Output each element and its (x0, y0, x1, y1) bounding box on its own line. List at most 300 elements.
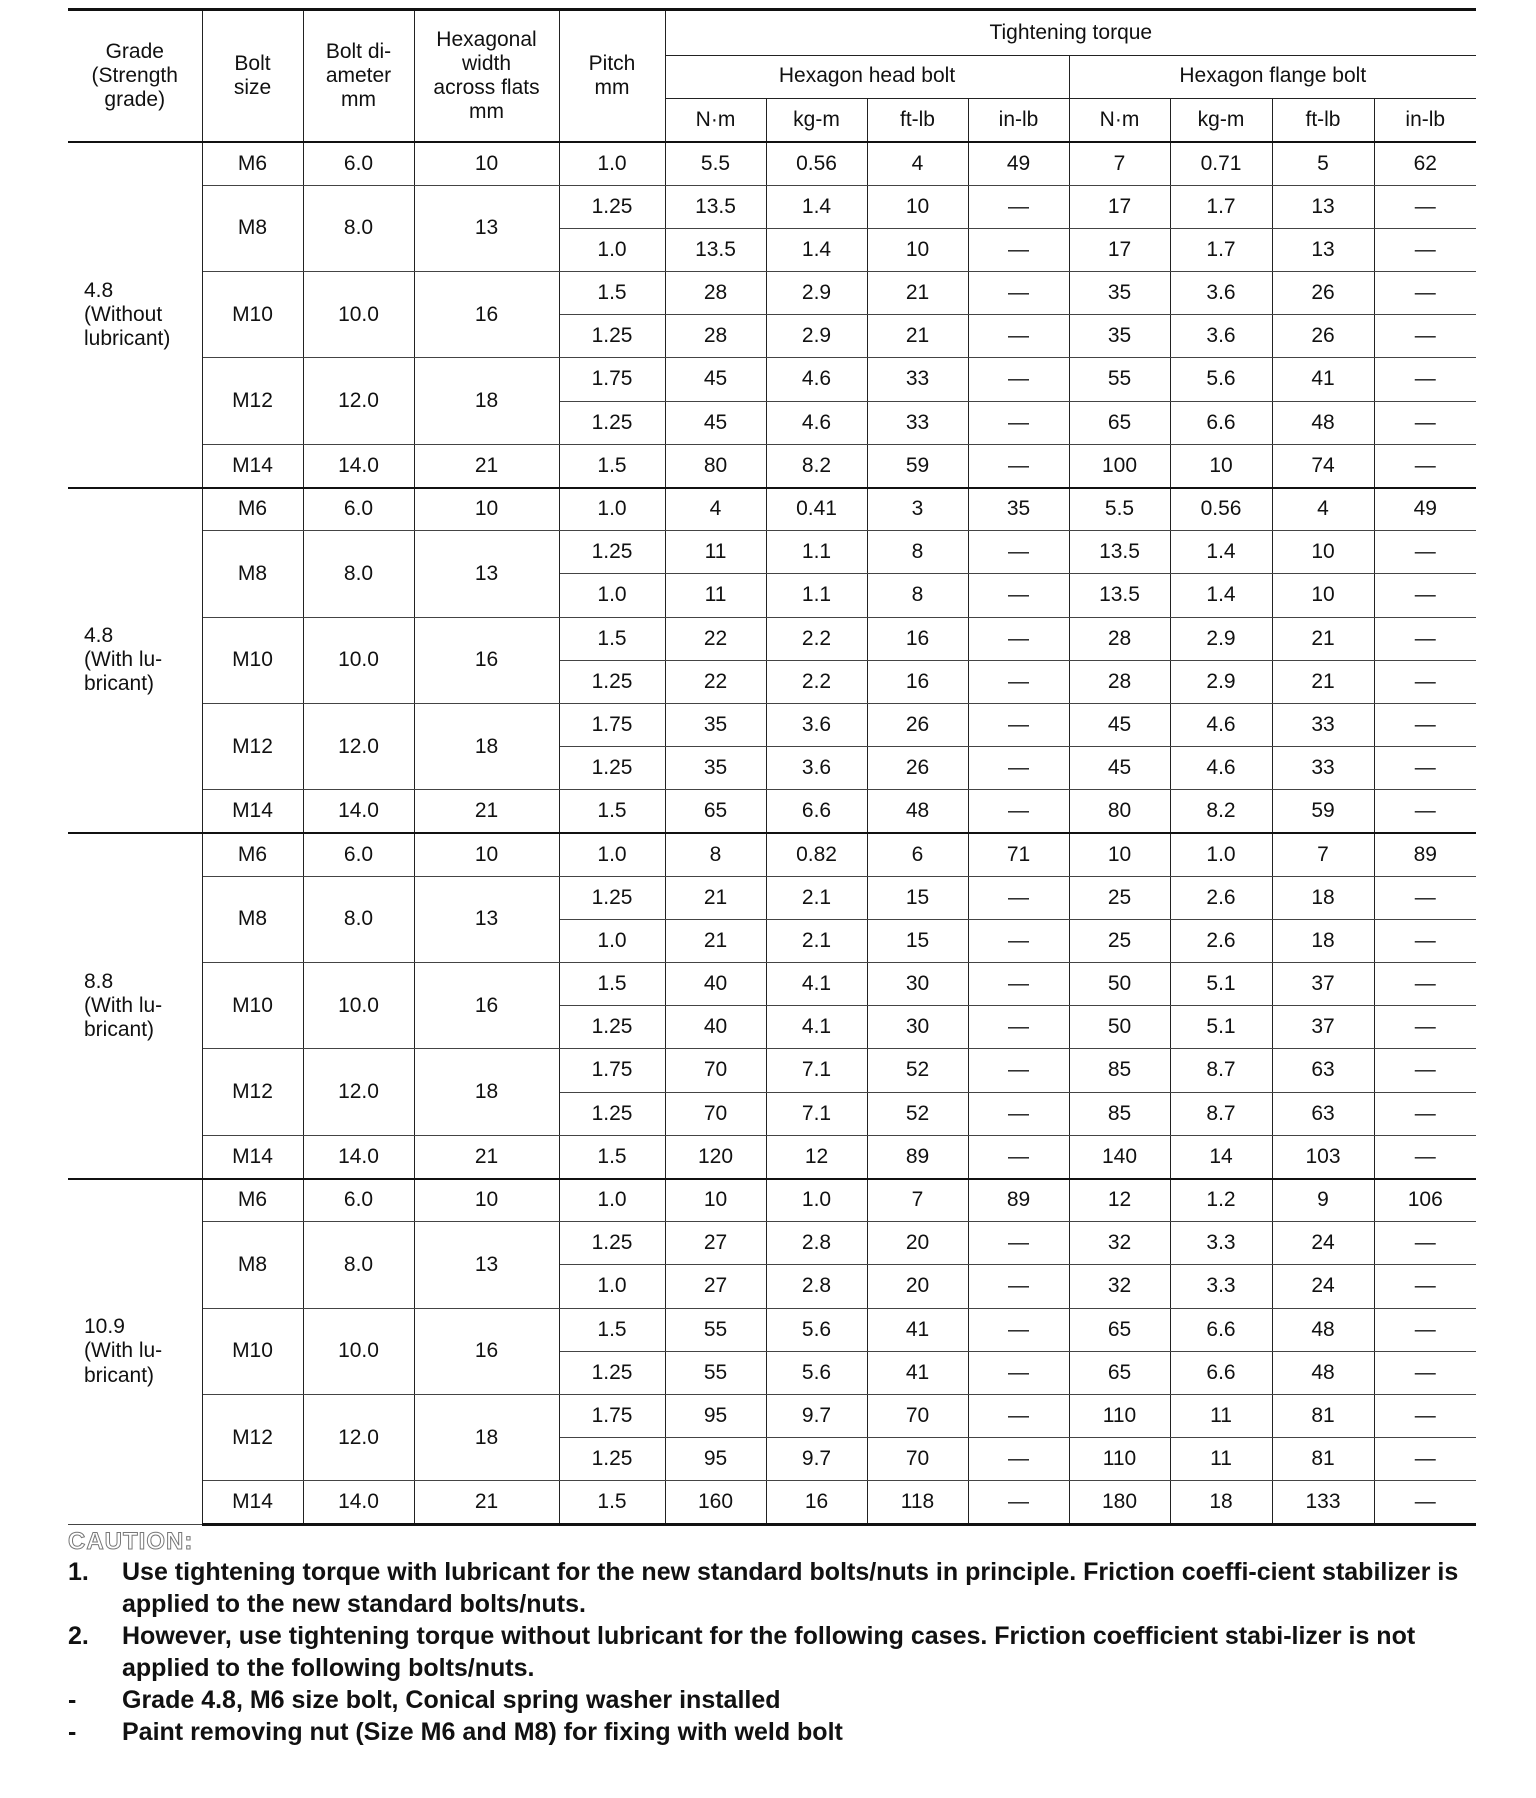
flange-nm-cell: 45 (1069, 703, 1170, 746)
head-inlb-cell: — (968, 660, 1069, 703)
flange-ftlb-cell: 48 (1272, 1308, 1374, 1351)
head-nm-cell: 120 (665, 1135, 766, 1178)
head-kgm-cell: 5.6 (766, 1351, 867, 1394)
bolt-size-cell: M14 (202, 790, 303, 833)
head-nm-cell: 22 (665, 617, 766, 660)
head-kgm-cell: 1.4 (766, 185, 867, 228)
head-kgm-cell: 1.0 (766, 1179, 867, 1222)
header-unit: kg-m (766, 98, 867, 142)
flange-ftlb-cell: 37 (1272, 963, 1374, 1006)
caution-item-marker: 1. (68, 1558, 89, 1586)
flange-nm-cell: 12 (1069, 1179, 1170, 1222)
head-nm-cell: 11 (665, 531, 766, 574)
flange-kgm-cell: 11 (1170, 1394, 1272, 1437)
flange-kgm-cell: 3.6 (1170, 315, 1272, 358)
head-ftlb-cell: 8 (867, 531, 968, 574)
header-hex-flange-bolt: Hexagon flange bolt (1069, 55, 1476, 98)
flange-inlb-cell: — (1374, 1222, 1476, 1265)
head-nm-cell: 95 (665, 1394, 766, 1437)
caution-item-marker: - (68, 1718, 77, 1746)
bolt-size-cell: M6 (202, 488, 303, 531)
head-kgm-cell: 2.2 (766, 617, 867, 660)
head-kgm-cell: 2.9 (766, 272, 867, 315)
head-inlb-cell: — (968, 703, 1069, 746)
pitch-cell: 1.25 (559, 315, 665, 358)
head-kgm-cell: 9.7 (766, 1438, 867, 1481)
table-row (68, 358, 1476, 401)
bolt-size-cell: M12 (202, 1394, 303, 1480)
header-pitch: Pitch mm (559, 11, 665, 142)
caution-item-marker: 2. (68, 1622, 89, 1650)
torque-spec-sheet (68, 8, 1476, 1526)
flange-ftlb-cell: 5 (1272, 142, 1374, 185)
head-ftlb-cell: 33 (867, 401, 968, 444)
pitch-cell: 1.0 (559, 228, 665, 271)
head-kgm-cell: 4.6 (766, 358, 867, 401)
flange-nm-cell: 10 (1069, 833, 1170, 876)
flange-ftlb-cell: 74 (1272, 444, 1374, 487)
head-inlb-cell: 89 (968, 1179, 1069, 1222)
pitch-cell: 1.25 (559, 185, 665, 228)
head-ftlb-cell: 48 (867, 790, 968, 833)
head-nm-cell: 5.5 (665, 142, 766, 185)
head-nm-cell: 95 (665, 1438, 766, 1481)
pitch-cell: 1.0 (559, 1179, 665, 1222)
flange-nm-cell: 13.5 (1069, 574, 1170, 617)
flange-nm-cell: 13.5 (1069, 531, 1170, 574)
pitch-cell: 1.5 (559, 1135, 665, 1178)
table-row (68, 1308, 1476, 1351)
table-row (68, 1222, 1476, 1265)
bolt-diameter-cell: 12.0 (303, 703, 414, 789)
head-ftlb-cell: 7 (867, 1179, 968, 1222)
caution-item-text: Use tightening torque with lubricant for the new standard bolts/nuts in principle. Friction coeffi-cient stabilizer is applied to the new standard bolts/nuts. (122, 1558, 1459, 1618)
head-kgm-cell: 16 (766, 1481, 867, 1524)
bolt-size-cell: M8 (202, 876, 303, 962)
flange-inlb-cell: — (1374, 1308, 1476, 1351)
flange-ftlb-cell: 7 (1272, 833, 1374, 876)
pitch-cell: 1.0 (559, 488, 665, 531)
caution-item-text: However, use tightening torque without lubricant for the following cases. Friction coefficient stabi-lizer is not applied to the following bolts/nuts. (122, 1622, 1416, 1682)
head-inlb-cell: — (968, 1481, 1069, 1524)
hex-width-cell: 21 (414, 444, 559, 487)
pitch-cell: 1.75 (559, 703, 665, 746)
head-inlb-cell: — (968, 1222, 1069, 1265)
header-hex-head-bolt: Hexagon head bolt (665, 55, 1069, 98)
pitch-cell: 1.25 (559, 1351, 665, 1394)
pitch-cell: 1.5 (559, 790, 665, 833)
pitch-cell: 1.5 (559, 444, 665, 487)
hex-width-cell: 13 (414, 876, 559, 962)
head-inlb-cell: — (968, 1438, 1069, 1481)
hex-width-cell: 16 (414, 272, 559, 358)
head-inlb-cell: 49 (968, 142, 1069, 185)
head-kgm-cell: 7.1 (766, 1092, 867, 1135)
table-row (68, 833, 1476, 876)
hex-width-cell: 21 (414, 1481, 559, 1524)
table-row (68, 1179, 1476, 1222)
head-kgm-cell: 2.1 (766, 919, 867, 962)
flange-kgm-cell: 1.7 (1170, 228, 1272, 271)
flange-kgm-cell: 5.1 (1170, 1006, 1272, 1049)
bolt-diameter-cell: 8.0 (303, 1222, 414, 1308)
flange-inlb-cell: — (1374, 531, 1476, 574)
flange-kgm-cell: 0.56 (1170, 488, 1272, 531)
head-ftlb-cell: 4 (867, 142, 968, 185)
head-kgm-cell: 4.1 (766, 963, 867, 1006)
flange-ftlb-cell: 13 (1272, 185, 1374, 228)
table-row (68, 488, 1476, 531)
pitch-cell: 1.25 (559, 401, 665, 444)
head-inlb-cell: — (968, 531, 1069, 574)
hex-width-cell: 16 (414, 963, 559, 1049)
flange-inlb-cell: 62 (1374, 142, 1476, 185)
caution-item-text: Paint removing nut (Size M6 and M8) for fixing with weld bolt (122, 1718, 843, 1746)
table-row (68, 1135, 1476, 1178)
flange-ftlb-cell: 24 (1272, 1265, 1374, 1308)
bolt-size-cell: M12 (202, 1049, 303, 1135)
table-row (68, 963, 1476, 1006)
pitch-cell: 1.25 (559, 747, 665, 790)
head-kgm-cell: 6.6 (766, 790, 867, 833)
flange-nm-cell: 25 (1069, 876, 1170, 919)
flange-nm-cell: 32 (1069, 1265, 1170, 1308)
flange-kgm-cell: 3.6 (1170, 272, 1272, 315)
bolt-diameter-cell: 12.0 (303, 358, 414, 444)
pitch-cell: 1.5 (559, 963, 665, 1006)
flange-inlb-cell: — (1374, 660, 1476, 703)
header-unit: ft-lb (867, 98, 968, 142)
bolt-diameter-cell: 6.0 (303, 1179, 414, 1222)
flange-kgm-cell: 3.3 (1170, 1222, 1272, 1265)
table-row (68, 1394, 1476, 1437)
head-nm-cell: 160 (665, 1481, 766, 1524)
flange-inlb-cell: — (1374, 1049, 1476, 1092)
head-kgm-cell: 3.6 (766, 703, 867, 746)
head-kgm-cell: 4.1 (766, 1006, 867, 1049)
head-inlb-cell: 71 (968, 833, 1069, 876)
flange-inlb-cell: — (1374, 1438, 1476, 1481)
caution-item (68, 1620, 1488, 1684)
flange-ftlb-cell: 21 (1272, 617, 1374, 660)
flange-ftlb-cell: 10 (1272, 531, 1374, 574)
flange-inlb-cell: — (1374, 1394, 1476, 1437)
head-kgm-cell: 2.8 (766, 1265, 867, 1308)
head-inlb-cell: — (968, 1308, 1069, 1351)
flange-inlb-cell: — (1374, 790, 1476, 833)
flange-nm-cell: 17 (1069, 185, 1170, 228)
flange-kgm-cell: 10 (1170, 444, 1272, 487)
hex-width-cell: 13 (414, 1222, 559, 1308)
flange-kgm-cell: 6.6 (1170, 1308, 1272, 1351)
hex-width-cell: 10 (414, 833, 559, 876)
head-ftlb-cell: 70 (867, 1394, 968, 1437)
flange-nm-cell: 35 (1069, 272, 1170, 315)
pitch-cell: 1.0 (559, 142, 665, 185)
bolt-diameter-cell: 8.0 (303, 876, 414, 962)
bolt-size-cell: M14 (202, 1481, 303, 1524)
hex-width-cell: 18 (414, 358, 559, 444)
head-inlb-cell: — (968, 1265, 1069, 1308)
pitch-cell: 1.25 (559, 531, 665, 574)
grade-cell: 10.9 (With lu- bricant) (68, 1179, 202, 1525)
flange-kgm-cell: 2.6 (1170, 876, 1272, 919)
flange-kgm-cell: 2.9 (1170, 660, 1272, 703)
head-kgm-cell: 2.1 (766, 876, 867, 919)
table-row (68, 876, 1476, 919)
head-ftlb-cell: 8 (867, 574, 968, 617)
pitch-cell: 1.0 (559, 1265, 665, 1308)
flange-kgm-cell: 6.6 (1170, 401, 1272, 444)
table-row (68, 703, 1476, 746)
flange-kgm-cell: 8.7 (1170, 1092, 1272, 1135)
head-nm-cell: 70 (665, 1049, 766, 1092)
head-ftlb-cell: 52 (867, 1092, 968, 1135)
bolt-size-cell: M10 (202, 272, 303, 358)
head-nm-cell: 35 (665, 747, 766, 790)
flange-nm-cell: 35 (1069, 315, 1170, 358)
bolt-size-cell: M12 (202, 703, 303, 789)
flange-inlb-cell: — (1374, 315, 1476, 358)
flange-ftlb-cell: 37 (1272, 1006, 1374, 1049)
head-kgm-cell: 1.1 (766, 531, 867, 574)
header-bolt-diameter: Bolt di- ameter mm (303, 11, 414, 142)
flange-nm-cell: 80 (1069, 790, 1170, 833)
flange-ftlb-cell: 48 (1272, 401, 1374, 444)
table-row (68, 272, 1476, 315)
bolt-diameter-cell: 12.0 (303, 1394, 414, 1480)
head-ftlb-cell: 15 (867, 876, 968, 919)
pitch-cell: 1.25 (559, 1092, 665, 1135)
bolt-diameter-cell: 6.0 (303, 142, 414, 185)
flange-nm-cell: 32 (1069, 1222, 1170, 1265)
header-unit: N·m (665, 98, 766, 142)
head-nm-cell: 40 (665, 963, 766, 1006)
flange-inlb-cell: 89 (1374, 833, 1476, 876)
pitch-cell: 1.25 (559, 876, 665, 919)
head-ftlb-cell: 21 (867, 272, 968, 315)
flange-ftlb-cell: 41 (1272, 358, 1374, 401)
head-nm-cell: 65 (665, 790, 766, 833)
table-row (68, 142, 1476, 185)
head-nm-cell: 21 (665, 919, 766, 962)
head-inlb-cell: — (968, 919, 1069, 962)
head-inlb-cell: — (968, 315, 1069, 358)
head-ftlb-cell: 30 (867, 963, 968, 1006)
table-row (68, 185, 1476, 228)
flange-nm-cell: 140 (1069, 1135, 1170, 1178)
table-row (68, 1049, 1476, 1092)
pitch-cell: 1.75 (559, 358, 665, 401)
head-ftlb-cell: 33 (867, 358, 968, 401)
head-inlb-cell: — (968, 358, 1069, 401)
bolt-diameter-cell: 10.0 (303, 272, 414, 358)
head-nm-cell: 27 (665, 1265, 766, 1308)
head-ftlb-cell: 30 (867, 1006, 968, 1049)
flange-nm-cell: 7 (1069, 142, 1170, 185)
head-kgm-cell: 9.7 (766, 1394, 867, 1437)
flange-ftlb-cell: 63 (1272, 1049, 1374, 1092)
flange-kgm-cell: 1.4 (1170, 531, 1272, 574)
head-kgm-cell: 5.6 (766, 1308, 867, 1351)
head-ftlb-cell: 10 (867, 228, 968, 271)
flange-inlb-cell: — (1374, 1135, 1476, 1178)
head-ftlb-cell: 70 (867, 1438, 968, 1481)
hex-width-cell: 13 (414, 185, 559, 271)
flange-nm-cell: 110 (1069, 1438, 1170, 1481)
flange-kgm-cell: 6.6 (1170, 1351, 1272, 1394)
flange-kgm-cell: 2.6 (1170, 919, 1272, 962)
caution-item-marker: - (68, 1686, 77, 1714)
pitch-cell: 1.5 (559, 272, 665, 315)
head-inlb-cell: — (968, 617, 1069, 660)
header-unit: in-lb (968, 98, 1069, 142)
flange-nm-cell: 85 (1069, 1092, 1170, 1135)
bolt-diameter-cell: 10.0 (303, 617, 414, 703)
header-grade: Grade (Strength grade) (68, 11, 202, 142)
head-inlb-cell: — (968, 444, 1069, 487)
flange-ftlb-cell: 133 (1272, 1481, 1374, 1524)
flange-nm-cell: 100 (1069, 444, 1170, 487)
flange-kgm-cell: 3.3 (1170, 1265, 1272, 1308)
flange-ftlb-cell: 63 (1272, 1092, 1374, 1135)
hex-width-cell: 16 (414, 1308, 559, 1394)
flange-nm-cell: 25 (1069, 919, 1170, 962)
flange-nm-cell: 65 (1069, 1351, 1170, 1394)
flange-nm-cell: 5.5 (1069, 488, 1170, 531)
flange-kgm-cell: 1.0 (1170, 833, 1272, 876)
bolt-diameter-cell: 8.0 (303, 531, 414, 617)
flange-nm-cell: 65 (1069, 401, 1170, 444)
head-ftlb-cell: 26 (867, 703, 968, 746)
flange-ftlb-cell: 4 (1272, 488, 1374, 531)
head-inlb-cell: — (968, 1394, 1069, 1437)
flange-kgm-cell: 5.6 (1170, 358, 1272, 401)
head-kgm-cell: 3.6 (766, 747, 867, 790)
head-inlb-cell: — (968, 790, 1069, 833)
flange-inlb-cell: — (1374, 185, 1476, 228)
flange-ftlb-cell: 9 (1272, 1179, 1374, 1222)
flange-inlb-cell: — (1374, 228, 1476, 271)
pitch-cell: 1.25 (559, 1222, 665, 1265)
bolt-size-cell: M6 (202, 833, 303, 876)
bolt-size-cell: M6 (202, 142, 303, 185)
pitch-cell: 1.0 (559, 833, 665, 876)
table-row (68, 790, 1476, 833)
table-row (68, 617, 1476, 660)
head-ftlb-cell: 41 (867, 1351, 968, 1394)
head-inlb-cell: — (968, 185, 1069, 228)
flange-inlb-cell: — (1374, 876, 1476, 919)
flange-inlb-cell: — (1374, 1006, 1476, 1049)
pitch-cell: 1.0 (559, 919, 665, 962)
head-kgm-cell: 0.82 (766, 833, 867, 876)
bolt-diameter-cell: 6.0 (303, 488, 414, 531)
head-kgm-cell: 7.1 (766, 1049, 867, 1092)
flange-inlb-cell: — (1374, 617, 1476, 660)
pitch-cell: 1.5 (559, 617, 665, 660)
grade-cell: 4.8 (Without lubricant) (68, 142, 202, 488)
flange-ftlb-cell: 81 (1272, 1394, 1374, 1437)
tightening-torque-table (68, 11, 1476, 1526)
grade-cell: 8.8 (With lu- bricant) (68, 833, 202, 1179)
hex-width-cell: 18 (414, 703, 559, 789)
flange-inlb-cell: — (1374, 1092, 1476, 1135)
head-inlb-cell: — (968, 963, 1069, 1006)
flange-nm-cell: 28 (1069, 660, 1170, 703)
header-tightening-torque: Tightening torque (665, 11, 1476, 55)
head-nm-cell: 55 (665, 1351, 766, 1394)
pitch-cell: 1.25 (559, 1006, 665, 1049)
flange-kgm-cell: 14 (1170, 1135, 1272, 1178)
head-inlb-cell: — (968, 747, 1069, 790)
flange-kgm-cell: 1.4 (1170, 574, 1272, 617)
head-nm-cell: 80 (665, 444, 766, 487)
header-hex-width: Hexagonal width across flats mm (414, 11, 559, 142)
pitch-cell: 1.25 (559, 1438, 665, 1481)
header-unit: N·m (1069, 98, 1170, 142)
flange-ftlb-cell: 13 (1272, 228, 1374, 271)
header-bolt-size: Bolt size (202, 11, 303, 142)
bolt-diameter-cell: 14.0 (303, 444, 414, 487)
bolt-diameter-cell: 10.0 (303, 963, 414, 1049)
bolt-size-cell: M8 (202, 185, 303, 271)
head-inlb-cell: — (968, 1049, 1069, 1092)
flange-ftlb-cell: 21 (1272, 660, 1374, 703)
head-kgm-cell: 1.4 (766, 228, 867, 271)
caution-item (68, 1556, 1488, 1620)
head-ftlb-cell: 118 (867, 1481, 968, 1524)
bolt-size-cell: M12 (202, 358, 303, 444)
head-inlb-cell: — (968, 1092, 1069, 1135)
bolt-size-cell: M8 (202, 1222, 303, 1308)
bolt-diameter-cell: 14.0 (303, 790, 414, 833)
head-kgm-cell: 2.2 (766, 660, 867, 703)
flange-kgm-cell: 2.9 (1170, 617, 1272, 660)
head-ftlb-cell: 20 (867, 1222, 968, 1265)
head-kgm-cell: 2.8 (766, 1222, 867, 1265)
flange-inlb-cell: — (1374, 747, 1476, 790)
head-nm-cell: 70 (665, 1092, 766, 1135)
flange-kgm-cell: 4.6 (1170, 703, 1272, 746)
head-nm-cell: 45 (665, 401, 766, 444)
head-ftlb-cell: 16 (867, 617, 968, 660)
head-ftlb-cell: 3 (867, 488, 968, 531)
head-nm-cell: 35 (665, 703, 766, 746)
head-ftlb-cell: 6 (867, 833, 968, 876)
head-kgm-cell: 12 (766, 1135, 867, 1178)
bolt-size-cell: M6 (202, 1179, 303, 1222)
flange-inlb-cell: — (1374, 963, 1476, 1006)
bolt-diameter-cell: 10.0 (303, 1308, 414, 1394)
flange-nm-cell: 50 (1069, 1006, 1170, 1049)
head-nm-cell: 13.5 (665, 185, 766, 228)
flange-nm-cell: 110 (1069, 1394, 1170, 1437)
flange-ftlb-cell: 103 (1272, 1135, 1374, 1178)
bolt-size-cell: M8 (202, 531, 303, 617)
caution-item (68, 1716, 1488, 1748)
flange-kgm-cell: 0.71 (1170, 142, 1272, 185)
flange-nm-cell: 50 (1069, 963, 1170, 1006)
hex-width-cell: 18 (414, 1394, 559, 1480)
flange-nm-cell: 17 (1069, 228, 1170, 271)
flange-nm-cell: 180 (1069, 1481, 1170, 1524)
hex-width-cell: 13 (414, 531, 559, 617)
pitch-cell: 1.5 (559, 1308, 665, 1351)
head-inlb-cell: — (968, 1351, 1069, 1394)
head-nm-cell: 11 (665, 574, 766, 617)
flange-ftlb-cell: 33 (1272, 747, 1374, 790)
